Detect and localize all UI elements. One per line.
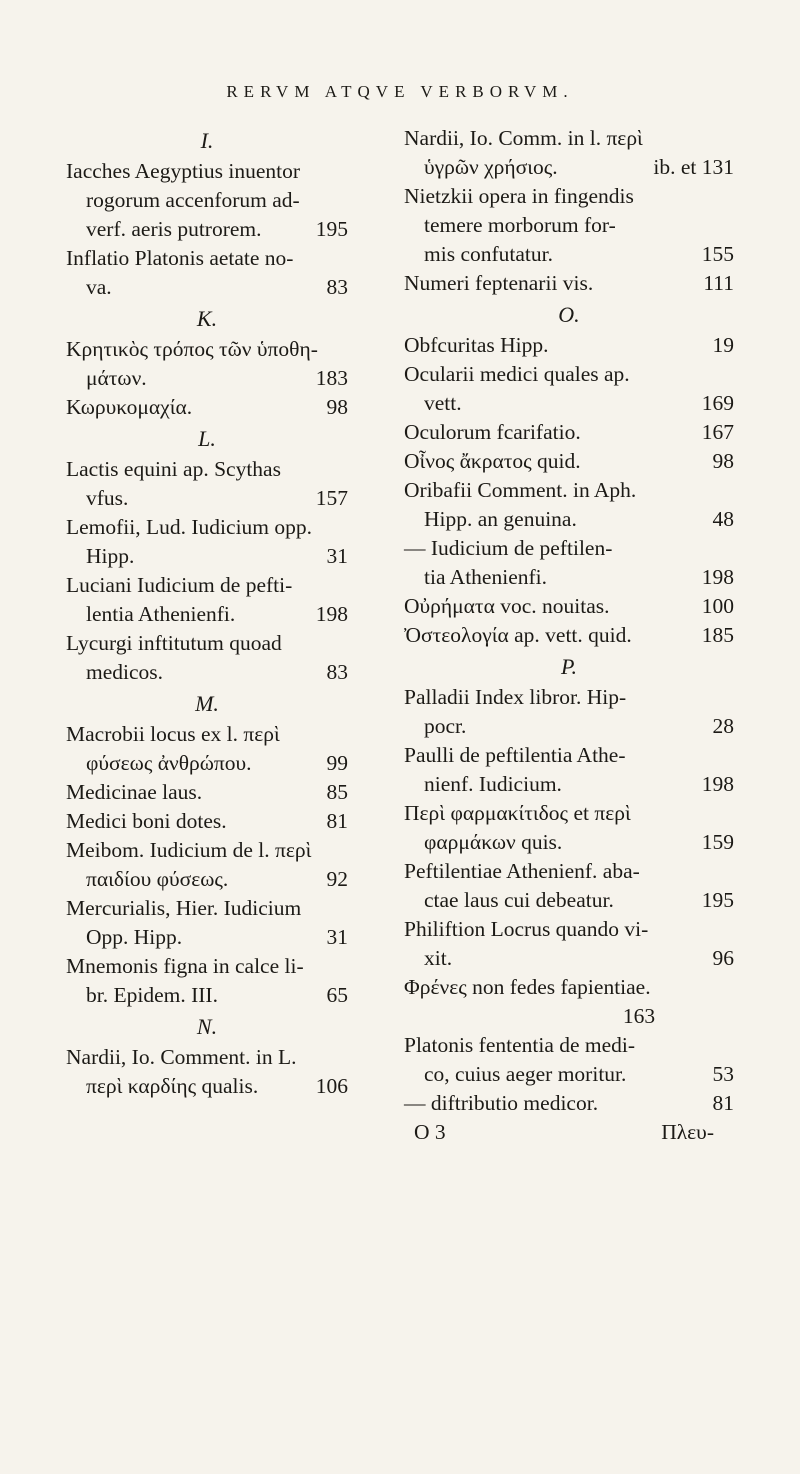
entry-text: Oribafii Comment. in Aph. (404, 478, 637, 502)
entry-text: mis confutatur. (424, 242, 553, 266)
section-letter: P. (560, 654, 578, 679)
page-number: 83 (326, 660, 348, 684)
entry-text: Philiftion Locrus quando vi- (404, 917, 649, 941)
index-entry (404, 182, 734, 269)
index-entry (404, 741, 734, 799)
entry-text: Meibom. Iudicium de l. περὶ (66, 838, 312, 862)
entry-text: φύσεως ἀνθρώπου. (86, 751, 252, 775)
page-number: 159 (701, 830, 734, 854)
index-entry (66, 393, 348, 422)
entry-text: ctae laus cui debeatur. (424, 888, 614, 912)
entry-text: br. Epidem. III. (86, 983, 218, 1007)
section-letter: M. (195, 691, 219, 716)
section-letter: O. (558, 302, 580, 327)
page-number: 48 (712, 507, 734, 531)
entry-text: pocr. (424, 714, 467, 738)
page-number: 198 (701, 772, 734, 796)
page-number: 185 (701, 623, 734, 647)
page-number: 28 (712, 714, 734, 738)
entry-text: Palladii Index libror. Hip- (404, 685, 627, 709)
entry-text: ὑγρῶν χρήσιος. (424, 155, 558, 179)
index-column-left (66, 124, 348, 1101)
section-letter: L. (198, 426, 216, 451)
entry-text: Luciani Iudicium de pefti- (66, 573, 293, 597)
page-number: 83 (326, 275, 348, 299)
index-entry (404, 683, 734, 741)
page-number: 98 (326, 395, 348, 419)
index-entry (404, 534, 734, 592)
entry-text: Φρένες non fedes fapientiae. (404, 975, 651, 999)
page-number: 198 (701, 565, 734, 589)
page-number: 53 (712, 1062, 734, 1086)
index-entry (404, 269, 734, 298)
index-entry (404, 915, 734, 973)
index-entry (404, 124, 734, 182)
index-entry (404, 418, 734, 447)
index-entry (66, 1043, 348, 1101)
page-number: 85 (326, 780, 348, 804)
entry-text: μάτων. (86, 366, 147, 390)
page-number: 98 (712, 449, 734, 473)
entry-text: tia Athenienfi. (424, 565, 547, 589)
entry-text: nienf. Iudicium. (424, 772, 562, 796)
index-entry (66, 571, 348, 629)
entry-text: Lemofii, Lud. Iudicium opp. (66, 515, 313, 539)
index-entry (404, 592, 734, 621)
entry-text: Opp. Hipp. (86, 925, 183, 949)
entry-text: Hipp. (86, 544, 135, 568)
entry-text: Οἶνος ἄκρατος quid. (404, 449, 581, 473)
index-entry (66, 157, 348, 244)
section-letter: N. (196, 1014, 218, 1039)
entry-text: Obfcuritas Hipp. (404, 333, 549, 357)
page-number: 195 (701, 888, 734, 912)
page-number: 183 (315, 366, 348, 390)
index-entry (404, 476, 734, 534)
entry-text: φαρμάκων quis. (424, 830, 563, 854)
page-number: 92 (326, 867, 348, 891)
index-entry (404, 1089, 734, 1118)
entry-text: Paulli de peftilentia Athe- (404, 743, 626, 767)
page-number: 99 (326, 751, 348, 775)
page-number: 81 (712, 1091, 734, 1115)
index-entry (404, 1031, 734, 1089)
index-entry (66, 807, 348, 836)
entry-text: xit. (424, 946, 453, 970)
entry-text: περὶ καρδίης qualis. (86, 1074, 259, 1098)
index-entry (404, 973, 734, 1031)
entry-text: Platonis fententia de medi- (404, 1033, 636, 1057)
entry-text: Ocularii medici quales ap. (404, 362, 630, 386)
page-number: 31 (326, 544, 348, 568)
page-number: 19 (712, 333, 734, 357)
page-number: 195 (315, 217, 348, 241)
page-number: 163 (622, 1004, 656, 1028)
index-entry (66, 836, 348, 894)
page-number: 198 (315, 602, 348, 626)
entry-text: Medici boni dotes. (66, 809, 227, 833)
entry-text: Lactis equini ap. Scythas (66, 457, 281, 481)
entry-text: vfus. (86, 486, 129, 510)
page-footer (404, 1118, 734, 1147)
entry-text: temere morborum for- (424, 213, 616, 237)
index-entry (66, 629, 348, 687)
entry-text: Mnemonis figna in calce li- (66, 954, 304, 978)
entry-text: Nardii, Io. Comm. in l. περὶ (404, 126, 643, 150)
section-letter: K. (196, 306, 218, 331)
page-number: 111 (703, 271, 734, 295)
page-number: 65 (326, 983, 348, 1007)
entry-text: lentia Athenienfi. (86, 602, 236, 626)
entry-text: va. (86, 275, 112, 299)
entry-text: Nardii, Io. Comment. in L. (66, 1045, 297, 1069)
index-entry (404, 331, 734, 360)
page-number: 81 (326, 809, 348, 833)
entry-text: Numeri feptenarii vis. (404, 271, 594, 295)
page-number: 100 (701, 594, 734, 618)
running-header: RERVM ATQVE VERBORVM. (226, 82, 574, 101)
entry-text: Iacches Aegyptius inuentor (66, 159, 301, 183)
entry-text: Nietzkii opera in fingendis (404, 184, 634, 208)
signature-mark: O 3 (414, 1120, 446, 1144)
entry-text: Mercurialis, Hier. Iudicium (66, 896, 302, 920)
entry-text: Peftilentiae Athenienf. aba- (404, 859, 640, 883)
entry-text: Lycurgi inftitutum quoad (66, 631, 282, 655)
entry-text: Περὶ φαρμακίτιδος et περὶ (404, 801, 631, 825)
index-entry (66, 952, 348, 1010)
page-number: 167 (701, 420, 734, 444)
entry-text: verf. aeris putrorem. (86, 217, 262, 241)
entry-text: Macrobii locus ex l. περὶ (66, 722, 280, 746)
index-entry (404, 447, 734, 476)
index-entry (66, 244, 348, 302)
page-number: 96 (712, 946, 734, 970)
entry-text: Medicinae laus. (66, 780, 203, 804)
entry-text: — Iudicium de peftilen- (404, 536, 613, 560)
page-number: 169 (701, 391, 734, 415)
entry-text: co, cuius aeger moritur. (424, 1062, 627, 1086)
index-entry (404, 621, 734, 650)
entry-text: vett. (424, 391, 462, 415)
entry-text: Inflatio Platonis aetate no- (66, 246, 294, 270)
index-entry (404, 799, 734, 857)
index-entry (66, 455, 348, 513)
entry-text: medicos. (86, 660, 164, 684)
index-entry (404, 360, 734, 418)
entry-text: rogorum accenforum ad- (86, 188, 300, 212)
entry-text: Κρητικὸς τρόπος τῶν ὑποθη- (66, 337, 318, 361)
page-number: 106 (315, 1074, 348, 1098)
index-entry (66, 894, 348, 952)
entry-text: Οὐρήματα voc. nouitas. (404, 594, 610, 618)
index-column-right (404, 124, 734, 1147)
index-entry (66, 778, 348, 807)
entry-text: Oculorum fcarifatio. (404, 420, 581, 444)
entry-text: Hipp. an genuina. (424, 507, 577, 531)
entry-text: Ὀστεολογία ap. vett. quid. (404, 623, 632, 647)
entry-text: — diftributio medicor. (404, 1091, 599, 1115)
index-entry (404, 857, 734, 915)
section-letter: I. (200, 128, 214, 153)
entry-text: παιδίου φύσεως. (86, 867, 229, 891)
page-number: 31 (326, 925, 348, 949)
page-number: 155 (701, 242, 734, 266)
catchword: Πλευ- (661, 1120, 714, 1144)
entry-text: Κωρυκομαχία. (66, 395, 193, 419)
index-entry (66, 720, 348, 778)
page-number: ib. et 131 (653, 155, 734, 179)
index-entry (66, 513, 348, 571)
index-entry (66, 335, 348, 393)
page-number: 157 (315, 486, 348, 510)
